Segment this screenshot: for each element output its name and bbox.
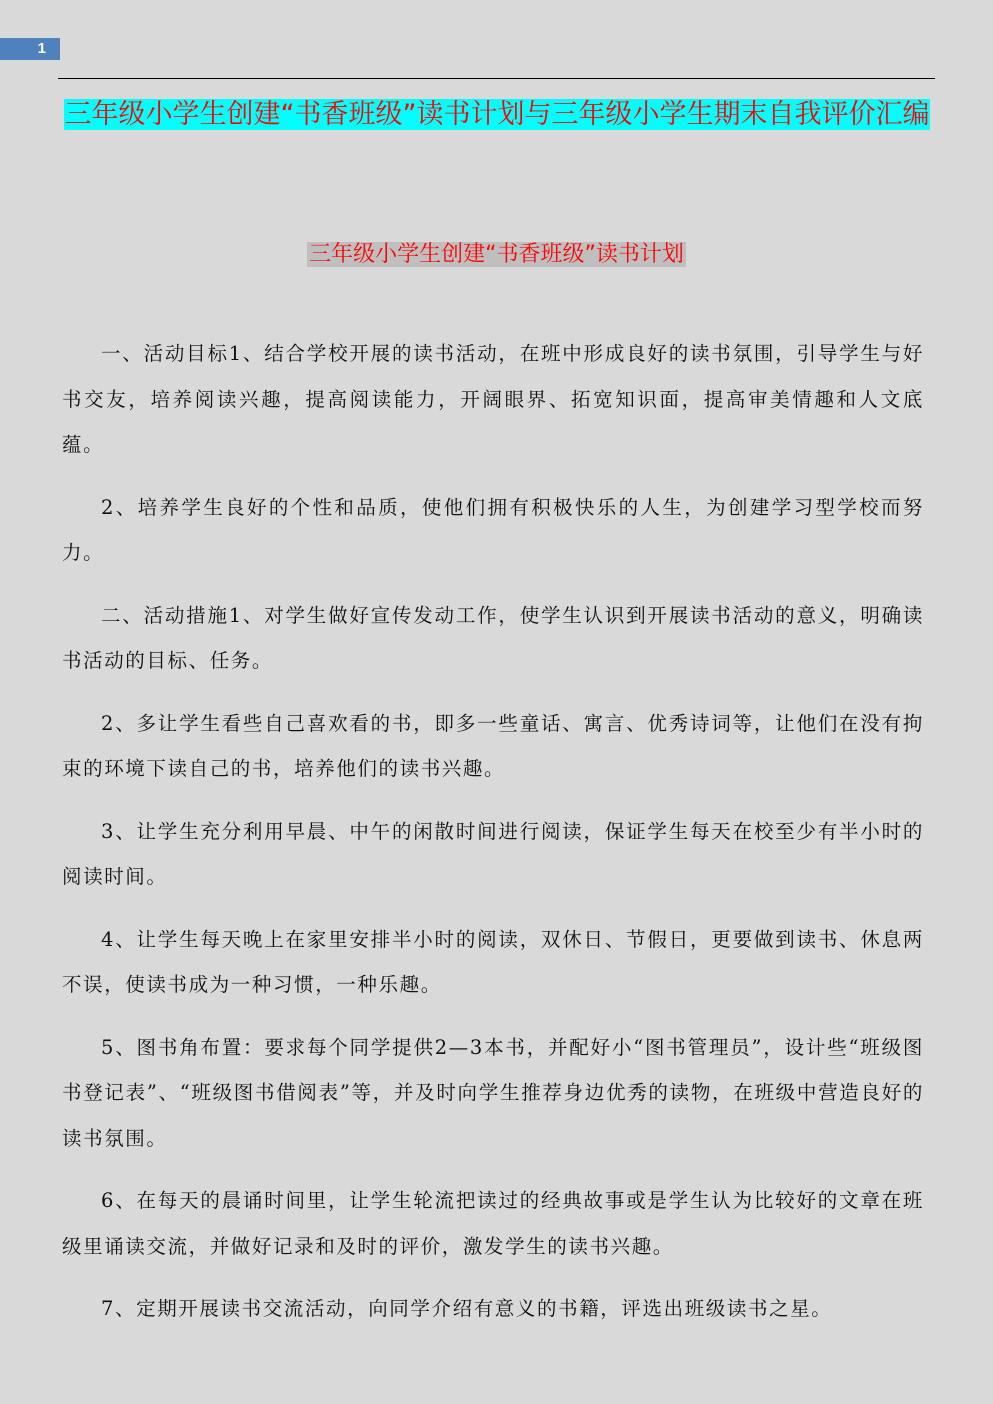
document-body <box>62 331 924 1349</box>
paragraph-measure-3: 3、让学生充分利用早晨、中午的闲散时间进行阅读，保证学生每天在校至少有半小时的阅读时间。 <box>62 819 924 888</box>
section-title-text: 三年级小学生创建“书香班级”读书计划 <box>309 242 684 267</box>
paragraph-measure-1: 二、活动措施1、对学生做好宣传发动工作，使学生认识到开展读书活动的意义，明确读书活动的目标、任务。 <box>62 603 924 672</box>
paragraph-goal-2: 2、培养学生良好的个性和品质，使他们拥有积极快乐的人生，为创建学习型学校而努力。 <box>62 495 924 564</box>
paragraph-measure-4: 4、让学生每天晚上在家里安排半小时的阅读，双休日、节假日，更要做到读书、休息两不误，使读书成为一种习惯，一种乐趣。 <box>62 927 924 996</box>
page-number-badge: 1 <box>0 38 60 60</box>
paragraph-measure-6: 6、在每天的晨诵时间里，让学生轮流把读过的经典故事或是学生认为比较好的文章在班级里诵读交流，并做好记录和及时的评价，激发学生的读书兴趣。 <box>62 1189 924 1258</box>
main-title-text: 三年级小学生创建“书香班级”读书计划与三年级小学生期末自我评价汇编 <box>64 99 930 130</box>
paragraph-measure-5: 5、图书角布置：要求每个同学提供2—3本书，并配好小“图书管理员”，设计些“班级图书登记表”、“班级图书借阅表”等，并及时向学生推荐身边优秀的读物，在班级中营造良好的读书氛围。 <box>62 1035 924 1150</box>
paragraph-measure-7: 7、定期开展读书交流活动，向同学介绍有意义的书籍，评选出班级读书之星。 <box>101 1297 833 1320</box>
header-divider <box>58 78 935 79</box>
paragraph-measure-2: 2、多让学生看些自己喜欢看的书，即多一些童话、寓言、优秀诗词等，让他们在没有拘束的环境下读自己的书，培养他们的读书兴趣。 <box>62 711 924 780</box>
section-title <box>0 239 993 271</box>
document-main-title <box>62 96 932 133</box>
paragraph-goal-1: 一、活动目标1、结合学校开展的读书活动，在班中形成良好的读书氛围，引导学生与好书交友，培养阅读兴趣，提高阅读能力，开阔眼界、拓宽知识面，提高审美情趣和人文底蕴。 <box>62 342 924 456</box>
